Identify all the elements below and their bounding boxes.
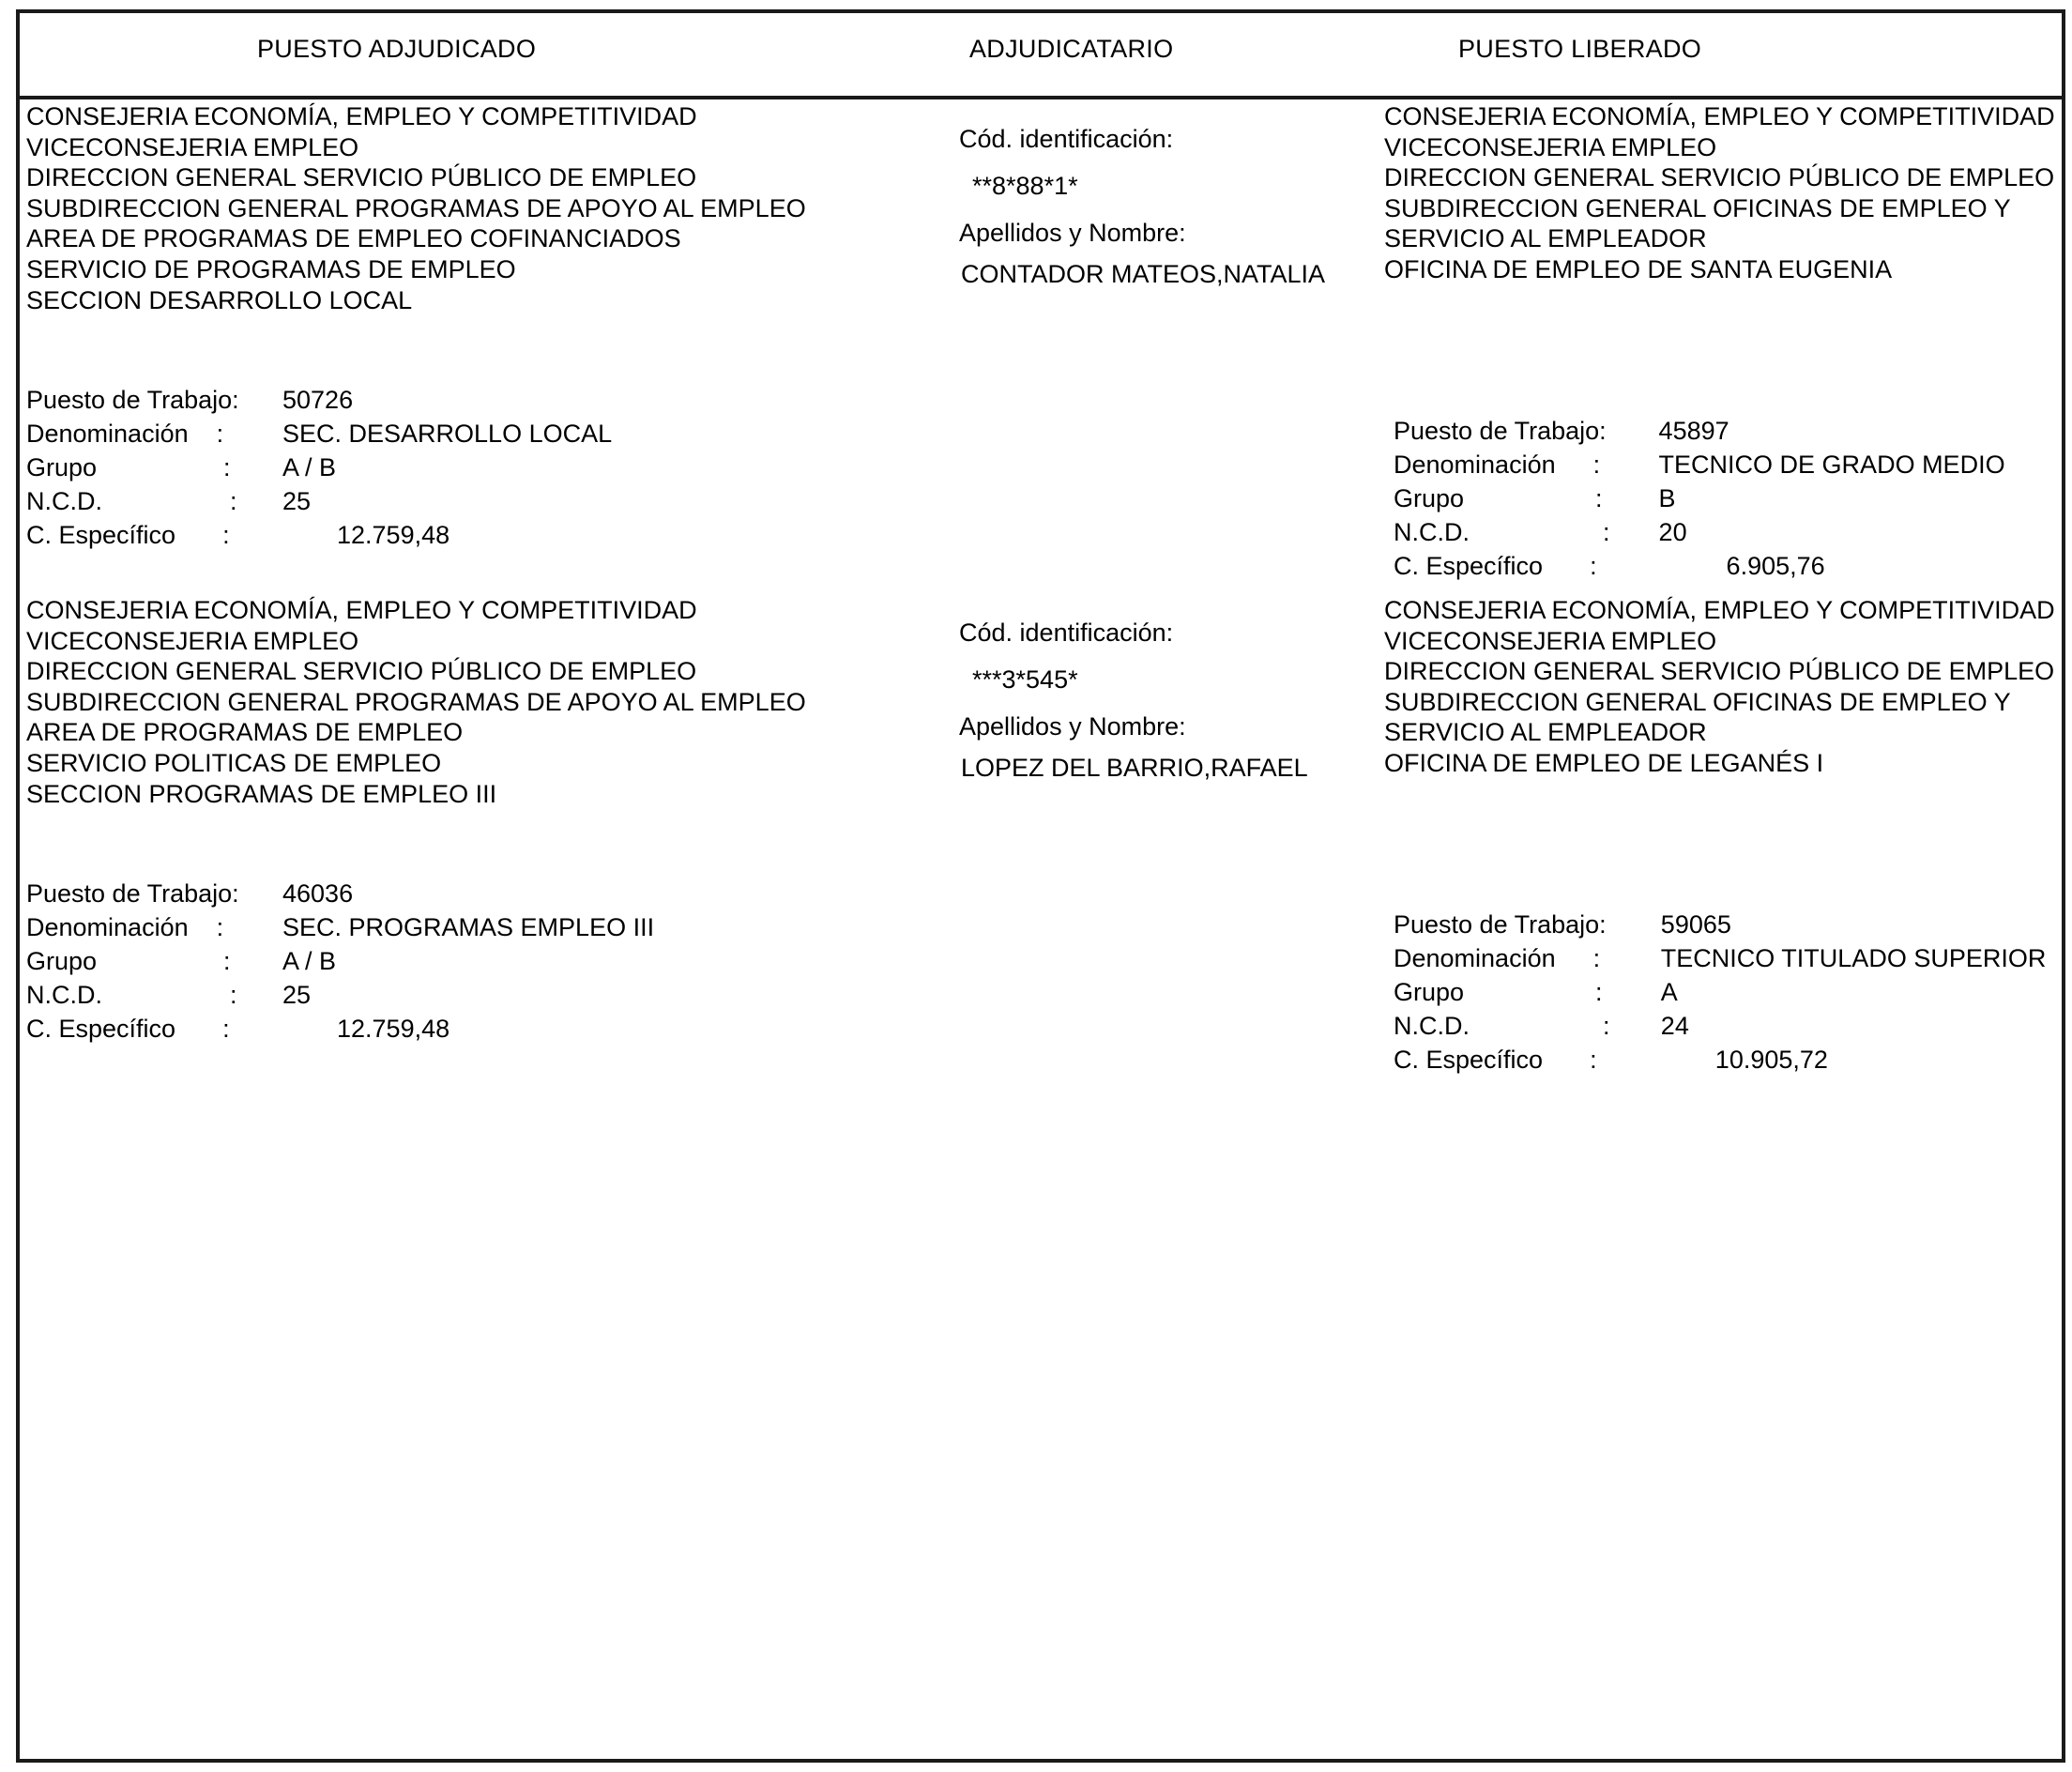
apellidos-nombre-value: LOPEZ DEL BARRIO,RAFAEL (961, 754, 1308, 782)
grupo-value: A (1660, 978, 1678, 1006)
puesto-trabajo-value: 46036 (282, 879, 354, 908)
c-especifico-value: 12.759,48 (337, 521, 450, 549)
liberado-org-path (1384, 595, 2060, 779)
detail-row (26, 383, 612, 417)
detail-row (1394, 414, 2062, 448)
org-line: DIRECCION GENERAL SERVICIO PÚBLICO DE EMPLEO (1384, 657, 2055, 686)
detail-row (26, 944, 654, 978)
c-especifico-value: 12.759,48 (337, 1015, 450, 1043)
detail-row (26, 451, 612, 484)
org-line: SECCION PROGRAMAS DE EMPLEO III (26, 779, 497, 808)
c-especifico-value: 6.905,76 (1726, 552, 1825, 580)
grupo-value: A / B (282, 453, 337, 481)
detail-row (26, 877, 654, 910)
org-line: VICECONSEJERIA EMPLEO (26, 626, 359, 655)
detail-row (26, 978, 654, 1012)
detail-row (26, 417, 612, 451)
org-line: DIRECCION GENERAL SERVICIO PÚBLICO DE EMPLEO (26, 657, 697, 686)
org-line: SERVICIO POLITICAS DE EMPLEO (26, 748, 442, 777)
puesto-trabajo-value: 45897 (1658, 417, 1729, 445)
detail-row (26, 1012, 654, 1046)
puesto-trabajo-label: Puesto de Trabajo: (1394, 910, 1607, 939)
c-especifico-label: C. Específico : (26, 521, 230, 549)
org-line: SUBDIRECCION GENERAL PROGRAMAS DE APOYO AL EMPLEO (26, 687, 806, 716)
detail-row (1394, 975, 2062, 1009)
cod-identificacion-value: **8*88*1* (972, 172, 1078, 200)
detail-row (26, 910, 654, 944)
org-line: CONSEJERIA ECONOMÍA, EMPLEO Y COMPETITIVIDAD (1384, 102, 2055, 130)
cod-identificacion-value: ***3*545* (972, 665, 1078, 694)
ncd-value: 25 (282, 487, 312, 515)
apellidos-nombre-value: CONTADOR MATEOS,NATALIA (961, 260, 1326, 288)
org-line: AREA DE PROGRAMAS DE EMPLEO (26, 718, 464, 747)
column-header-adjudicatario: ADJUDICATARIO (969, 35, 1174, 63)
apellidos-nombre-label: Apellidos y Nombre: (959, 712, 1186, 741)
denominacion-value: TECNICO DE GRADO MEDIO (1658, 451, 2005, 479)
cod-identificacion-label: Cód. identificación: (959, 619, 1174, 647)
org-line: DIRECCION GENERAL SERVICIO PÚBLICO DE EMPLEO (26, 163, 697, 192)
puesto-trabajo-value: 59065 (1660, 910, 1731, 939)
grupo-label: Grupo : (1394, 978, 1603, 1006)
denominacion-label: Denominación : (26, 420, 224, 448)
org-line: SECCION DESARROLLO LOCAL (26, 285, 413, 314)
apellidos-nombre-label: Apellidos y Nombre: (959, 219, 1186, 247)
detail-row (26, 518, 612, 552)
adjudicado-org-path (26, 101, 806, 315)
detail-row (26, 484, 612, 518)
org-line: VICECONSEJERIA EMPLEO (26, 132, 359, 161)
puesto-trabajo-value: 50726 (282, 386, 354, 414)
org-line: AREA DE PROGRAMAS DE EMPLEO COFINANCIADOS (26, 224, 681, 253)
denominacion-value: TECNICO TITULADO SUPERIOR (1660, 944, 2047, 972)
liberado-details (1394, 908, 2062, 1077)
adjudicado-details (26, 383, 612, 552)
detail-row (1394, 549, 2062, 583)
c-especifico-value: 10.905,72 (1714, 1046, 1828, 1074)
org-line: OFICINA DE EMPLEO DE SANTA EUGENIA (1384, 254, 1893, 283)
c-especifico-label: C. Específico : (1394, 1046, 1597, 1074)
ncd-label: N.C.D. : (26, 487, 237, 515)
org-line: SUBDIRECCION GENERAL OFICINAS DE EMPLEO Y SERVICIO AL EMPLEADOR (1384, 687, 2011, 747)
puesto-trabajo-label: Puesto de Trabajo: (26, 879, 239, 908)
org-line: CONSEJERIA ECONOMÍA, EMPLEO Y COMPETITIVIDAD (26, 596, 697, 624)
puesto-trabajo-label: Puesto de Trabajo: (1394, 417, 1607, 445)
denominacion-label: Denominación : (1394, 451, 1601, 479)
ncd-value: 24 (1660, 1012, 1689, 1040)
org-line: VICECONSEJERIA EMPLEO (1384, 132, 1717, 161)
org-line: DIRECCION GENERAL SERVICIO PÚBLICO DE EMPLEO (1384, 163, 2055, 192)
denominacion-label: Denominación : (26, 913, 224, 941)
grupo-value: A / B (282, 947, 337, 975)
detail-row (1394, 1043, 2062, 1077)
adjudicado-org-path (26, 595, 806, 809)
column-header-puesto-adjudicado: PUESTO ADJUDICADO (257, 35, 537, 63)
grupo-label: Grupo : (26, 947, 231, 975)
ncd-label: N.C.D. : (1394, 1012, 1610, 1040)
org-line: VICECONSEJERIA EMPLEO (1384, 626, 1717, 655)
c-especifico-label: C. Específico : (1394, 552, 1597, 580)
puesto-trabajo-label: Puesto de Trabajo: (26, 386, 239, 414)
detail-row (1394, 1009, 2062, 1043)
ncd-value: 25 (282, 981, 312, 1009)
liberado-org-path (1384, 101, 2060, 285)
detail-row (1394, 481, 2062, 515)
grupo-value: B (1658, 484, 1676, 512)
column-header-puesto-liberado: PUESTO LIBERADO (1458, 35, 1702, 63)
denominacion-value: SEC. DESARROLLO LOCAL (282, 420, 613, 448)
denominacion-label: Denominación : (1394, 944, 1601, 972)
document-frame (16, 9, 2065, 1763)
c-especifico-label: C. Específico : (26, 1015, 230, 1043)
detail-row (1394, 515, 2062, 549)
org-line: SUBDIRECCION GENERAL PROGRAMAS DE APOYO AL EMPLEO (26, 193, 806, 222)
detail-row (1394, 941, 2062, 975)
detail-row (1394, 908, 2062, 941)
ncd-value: 20 (1658, 518, 1687, 546)
denominacion-value: SEC. PROGRAMAS EMPLEO III (282, 913, 655, 941)
org-line: CONSEJERIA ECONOMÍA, EMPLEO Y COMPETITIVIDAD (1384, 596, 2055, 624)
grupo-label: Grupo : (1394, 484, 1603, 512)
detail-row (1394, 448, 2062, 481)
table-header (20, 13, 2062, 99)
org-line: OFICINA DE EMPLEO DE LEGANÉS I (1384, 748, 1824, 777)
ncd-label: N.C.D. : (1394, 518, 1610, 546)
org-line: SERVICIO DE PROGRAMAS DE EMPLEO (26, 254, 516, 283)
liberado-details (1394, 414, 2062, 583)
org-line: CONSEJERIA ECONOMÍA, EMPLEO Y COMPETITIVIDAD (26, 102, 697, 130)
cod-identificacion-label: Cód. identificación: (959, 125, 1174, 153)
adjudicado-details (26, 877, 654, 1046)
org-line: SUBDIRECCION GENERAL OFICINAS DE EMPLEO Y SERVICIO AL EMPLEADOR (1384, 193, 2011, 253)
grupo-label: Grupo : (26, 453, 231, 481)
ncd-label: N.C.D. : (26, 981, 237, 1009)
